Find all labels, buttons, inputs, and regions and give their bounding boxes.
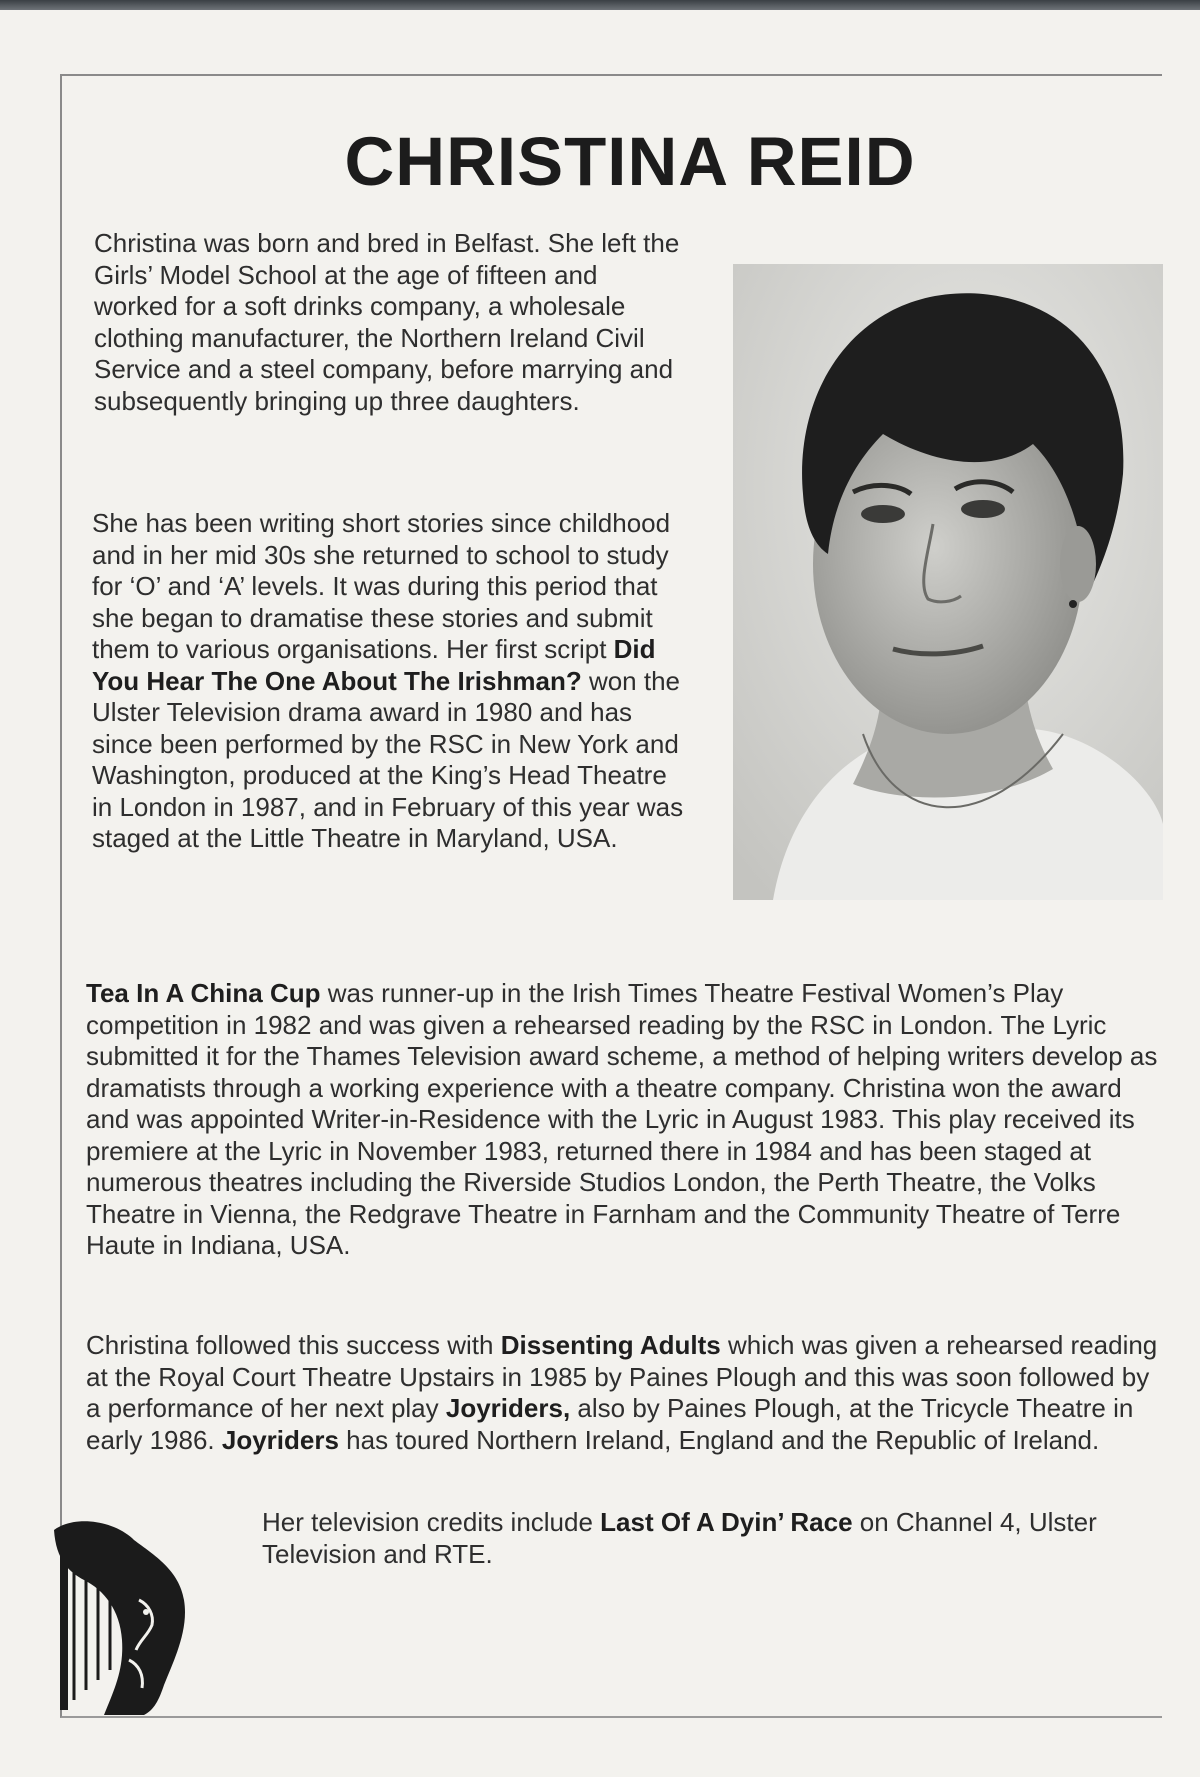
p5-text-a: Her television credits include	[262, 1507, 601, 1537]
tv-title-last-of-a-dyin-race: Last Of A Dyin’ Race	[600, 1507, 853, 1537]
portrait-illustration	[733, 264, 1163, 900]
bio-paragraph-early-life: Christina was born and bred in Belfast. She left the Girls’ Model School at the age of fifteen and worked for a soft drinks company, a wholesale clothing manufacturer, the Northern Ireland Civil Service and a steel company, before marrying and subsequently bringing up three daughters.	[94, 228, 680, 416]
bio-paragraph-television	[262, 1507, 1162, 1570]
page-title: CHRISTINA REID	[344, 123, 916, 200]
p4-text-g: has toured Northern Ireland, England and the Republic of Ireland.	[338, 1424, 1100, 1455]
bio-paragraph-tea-in-a-china-cup	[86, 978, 1166, 1262]
play-title-dissenting-adults: Dissenting Adults	[500, 1330, 721, 1360]
p2-text-a: She has been writing short stories since childhood and in her mid 30s she returned to school to study for ‘O’ and ‘A’ levels. It was during this period that she began to dramatise these stories and submit them to various organisations. Her first script	[92, 508, 671, 664]
play-title-joyriders-2: Joyriders	[221, 1424, 339, 1455]
bio-paragraph-writing	[92, 508, 692, 855]
p4-text-a: Christina followed this success with	[86, 1330, 501, 1360]
author-portrait-photo	[733, 264, 1163, 900]
p5-text-c: on Channel 4, Ulster Television and RTE.	[262, 1507, 1097, 1569]
play-title-irishman: Did You Hear The One About The Irishman?	[92, 634, 656, 696]
p3-text-b: was runner-up in the Irish Times Theatre Festival Women’s Play competition in 1982 and was given a rehearsed reading by the RSC in London. The Lyric submitted it for the Thames Television award scheme, a method of helping writers develop as dramatists through a working experience with a theatre company. Christina won the award and was appointed Writer-in-Residence with the Lyric in August 1983. This play received its premiere at the Lyric in November 1983, returned there in 1984 and has been staged at numerous theatres including the Riverside Studios London, the Perth Theatre, the Volks Theatre in Vienna, the Redgrave Theatre in Farnham and the Community Theatre of Terre Haute in Indiana, USA.	[86, 978, 1158, 1260]
bio-paragraph-dissenting-adults	[86, 1330, 1166, 1456]
play-title-tea-in-a-china-cup: Tea In A China Cup	[86, 978, 321, 1008]
play-title-joyriders: Joyriders,	[445, 1393, 571, 1423]
p2-text-c: won the Ulster Television drama award in 1980 and has since been performed by the RSC in New York and Washington, produced at the King’s Head Theatre in London in 1987, and in February of this year was staged at the Little Theatre in Maryland, USA.	[92, 665, 684, 853]
p4-text-e: also by Paines Plough, at the Tricycle Theatre in early 1986.	[86, 1393, 1134, 1455]
harp-emblem-icon	[44, 1510, 194, 1720]
p4-text-c: which was given a rehearsed reading at the Royal Court Theatre Upstairs in 1985 by Paines Plough and this was soon followed by a performance of her next play	[86, 1330, 1158, 1423]
top-edge-strip	[0, 0, 1200, 10]
